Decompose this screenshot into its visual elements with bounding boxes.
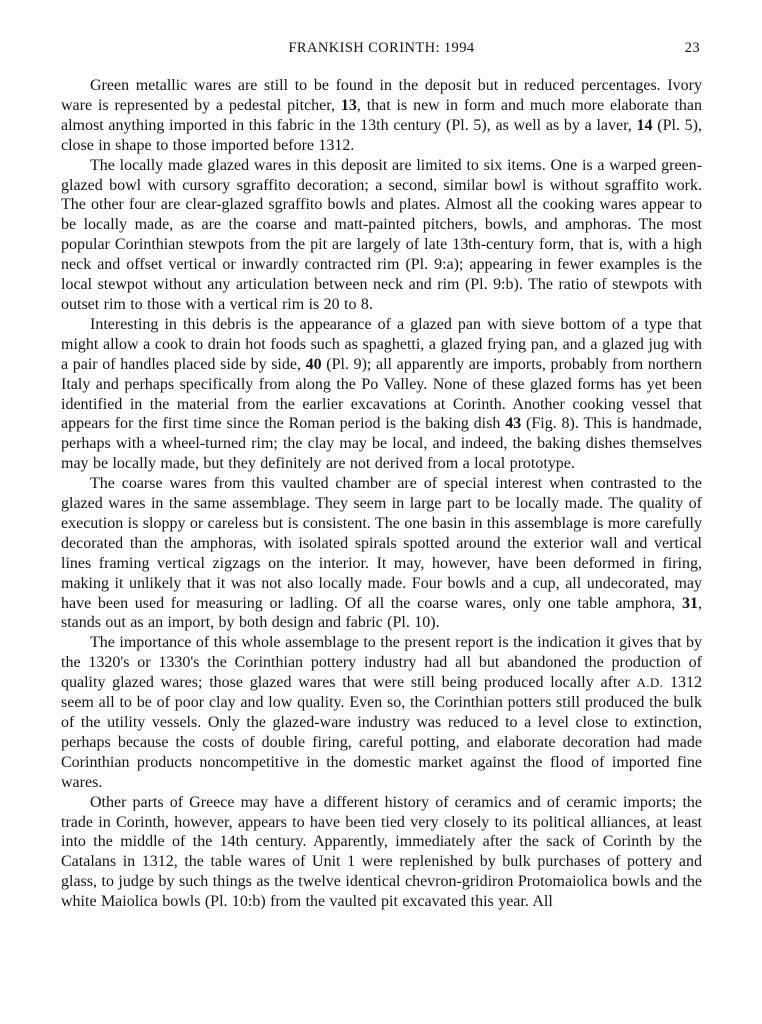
paragraph [61,156,702,315]
paragraph [61,474,702,633]
text-segment: Interesting in this debris is the appearance of a glazed pan with sieve bottom of a type that might allow a cook to drain hot foods such as spaghetti, a glazed frying pan, and a glazed jug with a pair of handles placed side by side, [61,315,702,373]
running-head-title: FRANKISH CORINTH: 1994 [288,40,475,56]
text-segment: The locally made glazed wares in this deposit are limited to six items. One is a warped green-glazed bowl with cursory sgraffito decoration; a second, similar bowl is without sgraffito work. The other four are clear-glazed sgraffito bowls and plates. Almost all the cooking wares appear to be locally made, as are the coarse and matt-painted pitchers, bowls, and amphoras. The most popular Corinthian stewpots from the pit are largely of late 13th-century form, that is, with a high neck and offset vertical or inwardly contracted rim (Pl. 9:a); appearing in fewer examples is the local stewpot without any articulation between neck and rim (Pl. 9:b). The ratio of stewpots with outset rim to those with a vertical rim is 20 to 8. [61,156,702,313]
text-segment: (Pl. 9); all apparently are imports, probably from northern Italy and perhaps specifically from along the Po Valley. None of these glazed forms has yet been identified in the material from the earlier excavations at Corinth. Another cooking vessel that appears for the first time since the Roman period is the baking dish [61,355,702,433]
paragraph [61,76,702,156]
text-segment: , stands out as an import, by both design and fabric (Pl. 10). [61,594,702,632]
page-number: 23 [684,40,700,56]
text-segment: , that is new in form and much more elaborate than almost anything imported in this fabric in the 13th century (Pl. 5), as well as by a laver, [61,96,702,134]
text-segment: (Pl. 5), close in shape to those imported before 1312. [61,116,702,154]
paragraph [61,315,702,474]
text-segment: The importance of this whole assemblage to the present report is the indication it gives that by the 1320's or 1330's the Corinthian pottery industry had all but abandoned the production of quality glazed wares; those glazed wares that were still being produced locally after [61,634,702,692]
text-segment: The coarse wares from this vaulted chamber are of special interest when contrasted to the glazed wares in the same assemblage. They seem in large part to be locally made. The quality of execution is sloppy or careless but is consistent. The one basin in this assemblage is more carefully decorated than the amphoras, with isolated spirals spotted around the exterior wall and vertical lines framing vertical zigzags on the interior. It may, however, have been deformed in firing, making it unlikely that it was not also locally made. Four bowls and a cup, all undecorated, may have been used for measuring or ladling. Of all the coarse wares, only one table amphora, [61,475,702,612]
body-text [61,76,702,912]
text-segment: 1312 seem all to be of poor clay and low quality. Even so, the Corinthian potters still produced the bulk of the utility vessels. Only the glazed-ware industry was reduced to a level close to extinction, perhaps because the costs of double firing, careful potting, and elaborate decoration had made Corinthian products noncompetitive in the domestic market against the flood of imported fine wares. [61,674,702,791]
smallcaps-text: A.D. [636,675,664,691]
running-header [61,40,702,60]
catalogue-number: 43 [505,415,522,433]
paragraph [61,793,702,912]
catalogue-number: 13 [340,96,357,114]
catalogue-number: 40 [305,355,322,373]
catalogue-number: 14 [636,116,653,134]
text-segment: Other parts of Greece may have a different history of ceramics and of ceramic imports; the trade in Corinth, however, appears to have been tied very closely to its political alliances, at least into the middle of the 14th century. Apparently, immediately after the sack of Corinth by the Catalans in 1312, the table wares of Unit 1 were replenished by bulk purchases of pottery and glass, to judge by such things as the twelve identical chevron-gridiron Protomaiolica bowls and the white Maiolica bowls (Pl. 10:b) from the vaulted pit excavated this year. All [61,793,702,911]
paragraph [61,633,702,792]
catalogue-number: 31 [682,594,698,612]
text-segment: (Fig. 8). This is handmade, perhaps with a wheel-turned rim; the clay may be local, and indeed, the baking dishes themselves may be locally made, but they definitely are not derived from a local prototype. [61,415,702,473]
text-segment: Green metallic wares are still to be found in the deposit but in reduced percentages. Ivory ware is represented by a pedestal pitcher, [61,77,702,114]
